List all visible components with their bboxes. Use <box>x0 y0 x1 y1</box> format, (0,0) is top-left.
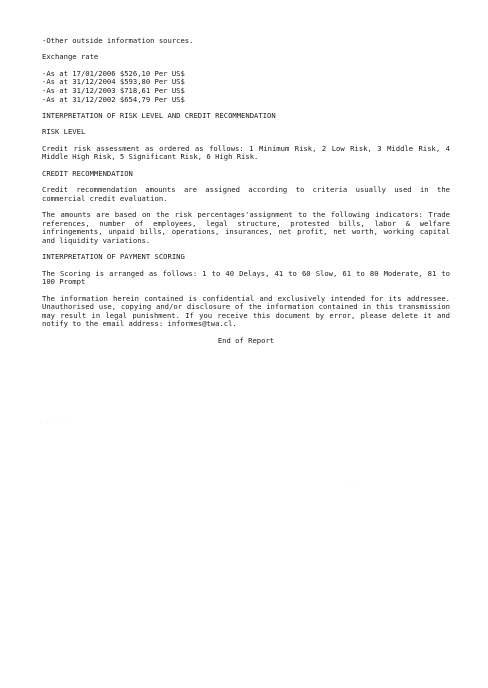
report-body <box>42 37 450 345</box>
payment-scoring-text: The Scoring is arranged as follows: 1 to 40 Delays, 41 to 60 Slow, 61 to 80 Moderate, 81 to 100 Prompt <box>42 268 450 287</box>
payment-scoring-heading: INTERPRETATION OF PAYMENT SCORING <box>42 252 185 262</box>
other-sources-line: -Other outside information sources. <box>42 36 194 45</box>
risk-credit-heading: INTERPRETATION OF RISK LEVEL AND CREDIT RECOMMENDATION <box>42 110 276 120</box>
credit-recommendation-text: Credit recommendation amounts are assigned according to criteria usually used in the commercial credit evaluation. <box>42 185 450 203</box>
exchange-rate-item: -As at 17/01/2006 $526,10 Per US$ <box>42 68 185 78</box>
scan-artifact: · · · · · <box>40 420 68 426</box>
exchange-rate-item: -As at 31/12/2003 $718,61 Per US$ <box>42 85 185 95</box>
risk-level-text: Credit risk assessment as ordered as follows: 1 Minimum Risk, 2 Low Risk, 3 Middle Risk, 4 Middle High Risk, 5 Significant Risk, 6 High Risk. <box>42 143 450 162</box>
exchange-rate-list <box>42 70 450 104</box>
scan-artifact: · · <box>350 480 360 486</box>
credit-indicators-text: The amounts are based on the risk percentages'assignment to the following indicators: Trade references, number of employees, legal structure, protested bills, labor & welfare infringements, unpaid bills, operations, insurances, net profit, net worth, working capital and liquidity variations. <box>42 210 450 245</box>
confidentiality-disclaimer: The information herein contained is confidential and exclusively intended for its addressee. Unauthorised use, copying and/or disclosure of the information contained in this transmission may result in legal punishment. If you receive this document by error, please delete it and notify to the email address: informes@twa.cl. <box>42 293 450 329</box>
credit-recommendation-heading: CREDIT RECOMMENDATION <box>42 168 133 178</box>
risk-level-heading: RISK LEVEL <box>42 127 86 137</box>
end-of-report: End of Report <box>217 335 275 345</box>
exchange-rate-item: -As at 31/12/2002 $654,79 Per US$ <box>42 94 185 104</box>
exchange-rate-heading: Exchange rate <box>42 52 99 62</box>
exchange-rate-item: -As at 31/12/2004 $593,80 Per US$ <box>42 77 185 87</box>
